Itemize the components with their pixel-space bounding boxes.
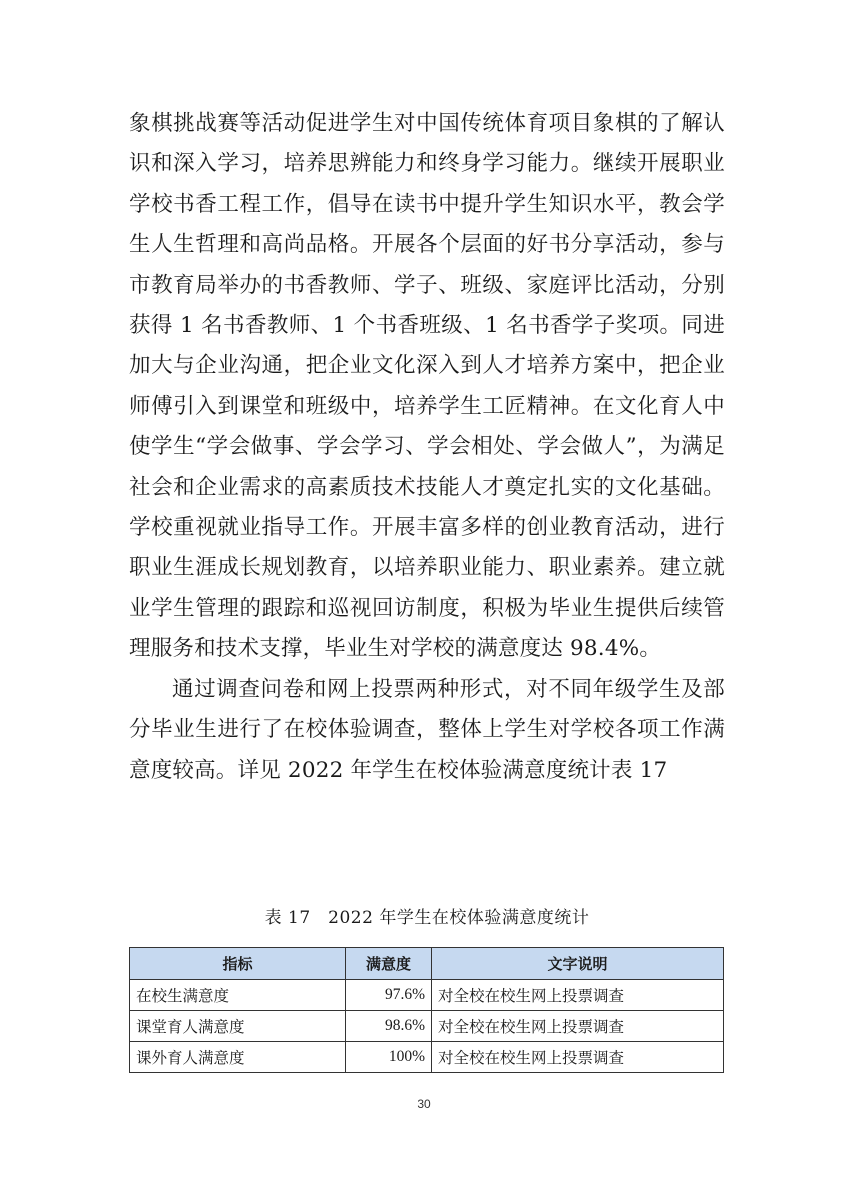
cell-description: 对全校在校生网上投票调查 bbox=[432, 1011, 724, 1042]
paragraph-1: 象棋挑战赛等活动促进学生对中国传统体育项目象棋的了解认识和深入学习，培养思辨能力和终身学习能力。继续开展职业学校书香工程工作，倡导在读书中提升学生知识水平，教会学生人生哲理和高尚品格。开展各个层面的好书分享活动，参与市教育局举办的书香教师、学子、班级、家庭评比活动，分别获得 1 名书香教师、1 个书香班级、1 名书香学子奖项。同进加大与企业沟通，把企业文化深入到人才培养方案中，把企业师傅引入到课堂和班级中，培养学生工匠精神。在文化育人中使学生“学会做事、学会学习、学会相处、学会做人”，为满足社会和企业需求的高素质技术技能人才奠定扎实的文化基础。学校重视就业指导工作。开展丰富多样的创业教育活动，进行职业生涯成长规划教育，以培养职业能力、职业素养。建立就业学生管理的跟踪和巡视回访制度，积极为毕业生提供后续管理服务和技术支撑，毕业生对学校的满意度达 98.4%。 bbox=[129, 111, 725, 662]
table-row bbox=[130, 980, 724, 1011]
paragraph-2: 通过调查问卷和网上投票两种形式，对不同年级学生及部分毕业生进行了在校体验调查，整体上学生对学校各项工作满意度较高。详见 2022 年学生在校体验满意度统计表 17 bbox=[129, 676, 725, 783]
cell-indicator: 在校生满意度 bbox=[130, 980, 346, 1011]
table-caption: 表 17 2022 年学生在校体验满意度统计 bbox=[264, 908, 590, 928]
table-row bbox=[130, 1011, 724, 1042]
table-row bbox=[130, 1042, 724, 1073]
cell-description: 对全校在校生网上投票调查 bbox=[432, 980, 724, 1011]
cell-satisfaction: 98.6% bbox=[346, 1011, 432, 1042]
header-satisfaction: 满意度 bbox=[346, 948, 432, 980]
header-indicator: 指标 bbox=[130, 948, 346, 980]
cell-indicator: 课外育人满意度 bbox=[130, 1042, 346, 1073]
page-number: 30 bbox=[417, 1097, 431, 1111]
body-text bbox=[129, 104, 725, 791]
table-header-row bbox=[130, 948, 724, 980]
satisfaction-table bbox=[129, 947, 724, 1073]
header-description: 文字说明 bbox=[432, 948, 724, 980]
cell-satisfaction: 100% bbox=[346, 1042, 432, 1073]
cell-description: 对全校在校生网上投票调查 bbox=[432, 1042, 724, 1073]
cell-indicator: 课堂育人满意度 bbox=[130, 1011, 346, 1042]
cell-satisfaction: 97.6% bbox=[346, 980, 432, 1011]
